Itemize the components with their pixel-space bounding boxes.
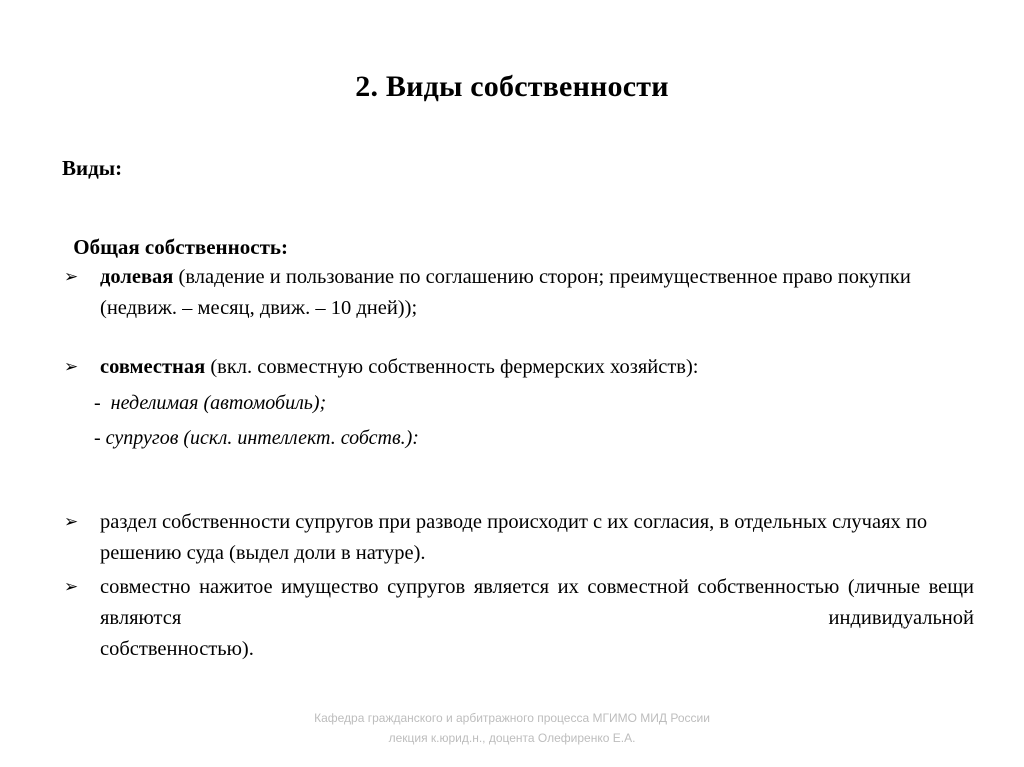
subitem-nedelimaya: - неделимая (автомобиль); xyxy=(94,392,327,414)
footer-line-lecturer: лекция к.юрид.н., доцента Олефиренко Е.А. xyxy=(388,731,636,745)
page-title: 2. Виды собственности xyxy=(355,70,669,103)
arrowhead-bullet-icon: ➢ xyxy=(64,577,79,597)
bullet-lead-sovmestnaya: совместная xyxy=(100,356,206,378)
slide-body xyxy=(58,155,978,665)
subitem-suprugov: - супругов (искл. интеллект. собств.): xyxy=(94,427,419,449)
bullet-item-sovmestno-nazhitoe xyxy=(58,572,978,665)
bullet-lastline-sovmestno-nazhitoe: собственностью). xyxy=(100,638,254,660)
arrowhead-bullet-icon: ➢ xyxy=(64,512,79,532)
bullet-body-sovmestno-nazhitoe: совместно нажитое имущество супругов является их совместной собственностью (личные вещи являются индивидуальной xyxy=(100,576,974,629)
bullet-body-dolevaya: (владение и пользование по соглашению сторон; преимущественное право покупки (недвиж. – месяц, движ. – 10 дней)); xyxy=(100,266,911,319)
bullet-text-dolevaya xyxy=(100,262,978,324)
bullet-lead-dolevaya: долевая xyxy=(100,266,174,288)
bullet-item-sovmestnaya xyxy=(58,352,978,383)
arrowhead-bullet-icon: ➢ xyxy=(64,357,79,377)
bullet-body-sovmestnaya: (вкл. совместную собственность фермерских хозяйств): xyxy=(205,356,699,378)
bullet-text-sovmestnaya xyxy=(100,352,978,383)
slide-footer xyxy=(0,708,1024,748)
bullet-text-sovmestno-nazhitoe xyxy=(100,572,974,665)
heading-vidy: Виды: xyxy=(62,156,123,180)
heading-obshaya-sobstvennost: Общая собственность: xyxy=(68,235,288,259)
bullet-item-razdel-sobstvennosti xyxy=(58,507,978,569)
footer-line-department: Кафедра гражданского и арбитражного процесса МГИМО МИД России xyxy=(314,711,710,725)
arrowhead-bullet-icon: ➢ xyxy=(64,267,79,287)
bullet-item-dolevaya xyxy=(58,262,978,324)
bullet-body-razdel-sobstvennosti: раздел собственности супругов при разводе происходит с их согласия, в отдельных случаях по решению суда (выдел доли в натуре). xyxy=(100,511,928,564)
